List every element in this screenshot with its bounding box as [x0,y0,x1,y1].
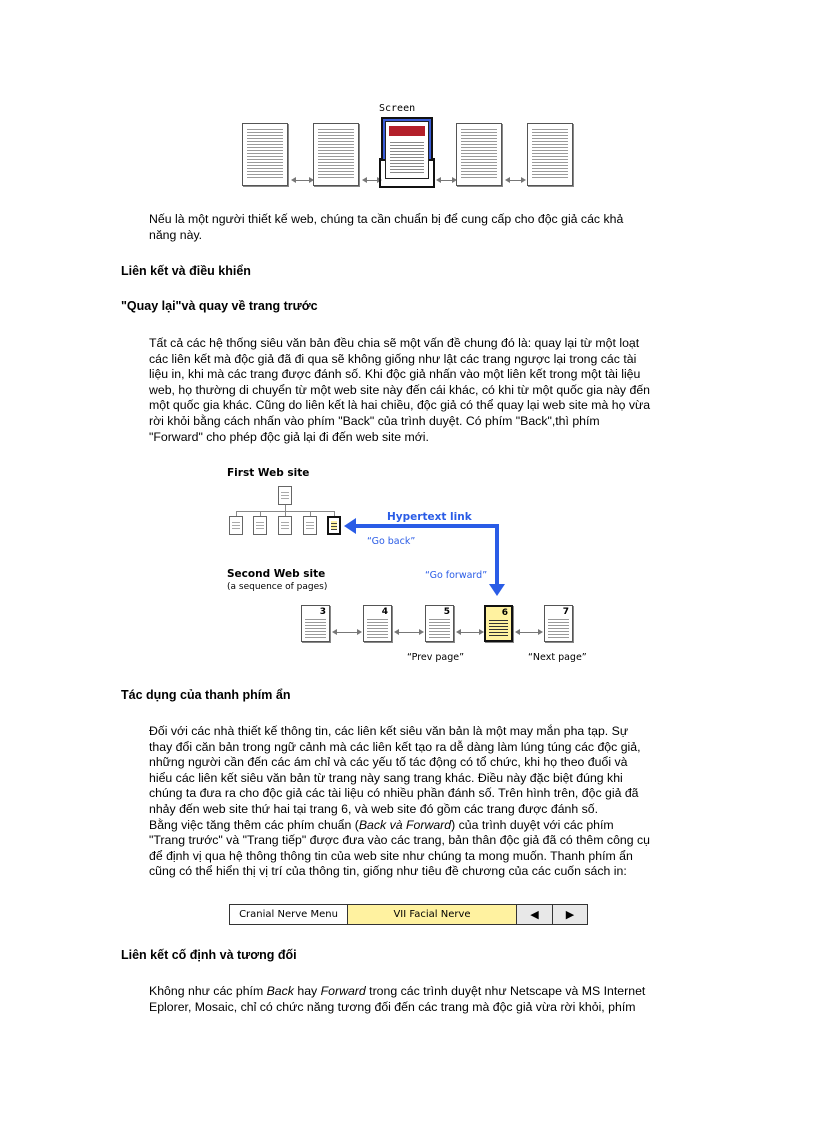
page-icon [313,123,359,186]
text-line: một quốc gia khác. Cũng do liên kết là hai chiều, độc giả có thể quay lại web site mà họ vừa [149,398,651,413]
paragraph-absolute-relative [149,984,645,1015]
page-icon [456,123,502,186]
text-line: web, họ thường di chuyển từ một web site này đến cái khác, có khi từ một quốc gia này đến [149,382,651,397]
hypertext-link-arrow [354,524,499,528]
nav-current-chapter: VII Facial Nerve [348,905,517,924]
emphasis: Back và Forward [358,817,452,832]
page-icon [527,123,573,186]
text-line: "Forward" cho phép độc giả lại đi đến web site mới. [149,429,429,444]
nav-menu-button[interactable]: Cranial Nerve Menu [230,905,348,924]
text-line: "Trang trước" và "Trang tiếp" được đưa vào các trang, bản thân độc giả đã có thêm công cụ [149,833,651,848]
second-site-sublabel: (a sequence of pages) [227,582,328,592]
paragraph-nav-bar [149,724,650,880]
first-site-label: First Web site [227,467,310,479]
text-line: chúng ta đưa ra cho độc giả các tài liệu có nhiều phần đánh số. Trên hình trên, độc giả đã [149,786,639,801]
text-line: cũng có thể hiển thị vị trí của thông tin, giống như tiêu đề chương của các cuốn sách in: [149,864,627,879]
text-line: Bằng việc tăng thêm các phím chuẩn (Back và Forward) của trình duyệt với các phím [149,817,614,832]
emphasis: Forward [320,984,366,998]
section-heading-links: Liên kết và điều khiển [121,264,251,278]
go-back-label: “Go back” [367,536,416,547]
go-forward-label: “Go forward” [425,570,488,581]
paragraph-back-forward [149,336,650,445]
figure-screen-sequence [236,100,586,192]
text-line: những người cần đến các ám chỉ và các yếu tố tác động có tổ chức, khi họ theo đuổi và [149,755,628,770]
page-5: 5 [425,605,454,642]
page-icon [278,486,292,505]
page-icon [242,123,288,186]
page-4: 4 [363,605,392,642]
figure-website-navigation [222,462,602,672]
page-icon [253,516,267,535]
hypertext-link-label: Hypertext link [387,511,472,523]
text-line: Tất cả các hệ thống siêu văn bản đều chia sẽ một vấn đề chung đó là: quay lại từ một loạt [149,336,640,350]
text-line: Không như các phím Back hay Forward trong các trình duyệt như Netscape và MS Internet [149,984,646,998]
next-page-label: “Next page” [528,652,587,663]
text-line: để định vị qua hệ thông thông tin của web site như chúng ta mong muốn. Thanh phím ẩn [149,848,633,863]
text-line: Đối với các nhà thiết kế thông tin, các liên kết siêu văn bản là một may mắn pha tạp. Sự [149,724,629,738]
page-6-current: 6 [484,605,513,642]
text-line: Eplorer, Mosaic, chỉ có chức năng tương đối đến các trang mà độc giả vừa rời khỏi, phím [149,999,636,1014]
second-site-label: Second Web site [227,568,326,580]
chapter-nav-bar [229,904,588,925]
text-line: rời khỏi bằng cách nhấn vào phím "Back" của trình duyệt. Có phím "Back",thì phím [149,413,600,428]
section-heading-back: "Quay lại"và quay về trang trước [121,299,318,313]
text-line: thay đổi căn bản trong ngữ cảnh mà các liên kết tạo ra dễ dàng làm lúng túng các độc giả, [149,739,641,754]
page-3: 3 [301,605,330,642]
text-line: Nếu là một người thiết kế web, chúng ta cần chuẩn bị để cung cấp cho độc giả các khả [149,212,624,226]
text-line: liệu in, khi mà các trang được đánh số. Khi độc giả nhấn vào một liên kết trong một tài liệu [149,367,641,382]
page-icon-current [327,516,341,535]
nav-next-button[interactable] [553,905,587,924]
text-line: các liên kết mà độc giả đã đi qua sẽ không giống như lật các trang ngược lại trong các tài [149,351,637,366]
section-heading-nav-bar: Tác dụng của thanh phím ẩn [121,688,291,702]
arrow-right-icon: ▶ [565,908,575,921]
text-line: nhảy đến web site thứ hai tại trang 6, và web site đó gồm các trang được đánh số. [149,801,599,816]
screen-label: Screen [379,103,416,114]
page-icon [303,516,317,535]
emphasis: Back [266,984,294,998]
paragraph-intro [149,212,623,243]
page-icon [229,516,243,535]
prev-page-label: “Prev page” [407,652,465,663]
text-line: năng này. [149,227,203,242]
text-line: hiểu các liên kết siêu văn bản từ trang này sang trang khác. Điều này đặc biệt đúng khi [149,770,623,785]
section-heading-absolute-relative: Liên kết cố định và tương đối [121,948,297,962]
arrow-left-icon: ◀ [530,908,539,921]
page-7: 7 [544,605,573,642]
page-icon [278,516,292,535]
nav-prev-button[interactable] [517,905,553,924]
